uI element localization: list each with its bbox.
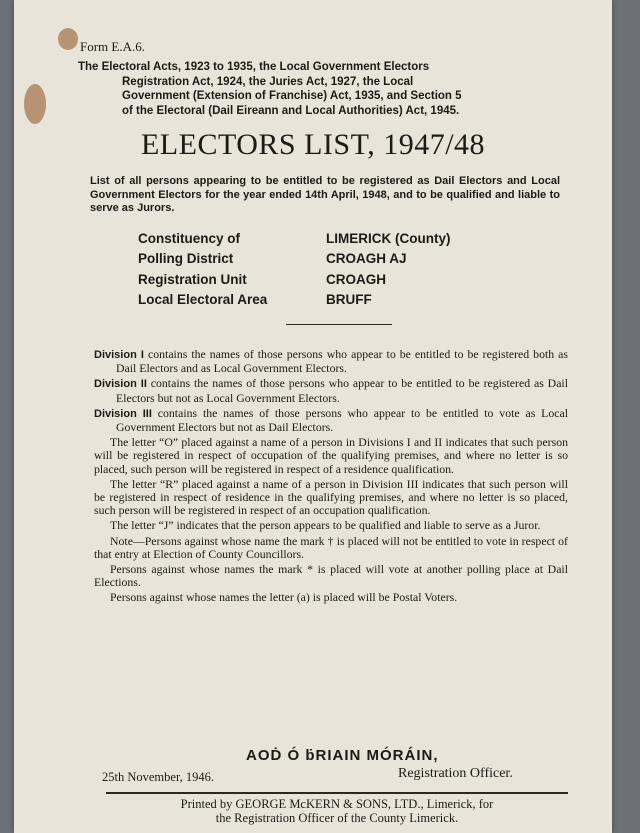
- division-text: contains the names of those persons who appear to be entitled to be registered as Dail Electors but not as Local Government Electors.: [116, 376, 568, 405]
- detail-value: LIMERICK (County): [326, 230, 451, 246]
- detail-label: Polling District: [138, 251, 234, 267]
- printer-credit: [106, 797, 568, 825]
- acts-line: of the Electoral (Dail Eireann and Local Authorities) Act, 1945.: [122, 104, 460, 117]
- detail-value: CROAGH AJ: [326, 251, 407, 267]
- acts-line: Government (Extension of Franchise) Act, 1935, and Section 5: [122, 90, 462, 102]
- note-paragraph: The letter “R” placed against a name of a person in Division III indicates that such person will be registered in respect of residence in the qualifying premises, and where no letter is so placed, such person will be registered in respect of an occupation qualification.: [94, 476, 568, 518]
- detail-label: Local Electoral Area: [138, 292, 268, 308]
- division-heading: Division II: [94, 378, 147, 391]
- division-note: [94, 348, 568, 375]
- note-paragraph: Persons against whose names the letter (a) is placed will be Postal Voters.: [110, 590, 458, 605]
- detail-value: BRUFF: [326, 292, 372, 308]
- note-paragraph: The letter “O” placed against a name of a person in Divisions I and II indicates that such person will be registered in respect of occupation of the qualifying premises, and where no letter is so placed, such person will be registered in respect of a residence qualification.: [94, 435, 568, 476]
- officer-signature: AOḊ Ó ḃRIAIN MÓRÁIN,: [246, 747, 439, 764]
- divider: [286, 324, 392, 325]
- division-heading: Division I: [94, 349, 144, 361]
- division-text: contains the names of those persons who appear to be entitled to vote as Local Government Electors but not as Dail Electors.: [116, 405, 568, 435]
- detail-row: [138, 269, 450, 290]
- footer-divider: [106, 792, 568, 794]
- detail-value: CROAGH: [326, 271, 386, 287]
- printer-line: the Registration Officer of the County Limerick.: [215, 811, 459, 825]
- document-sheet: [14, 0, 612, 833]
- acts-line: The Electoral Acts, 1923 to 1935, the Local Government Electors: [78, 61, 430, 73]
- acts-heading: [78, 60, 578, 118]
- intro-text: List of all persons appearing to be entitled to be registered as Dail Electors and Local Government Electors for the year ended 14th April, 1948, and to be qualified and liable to serve as Jurors.: [90, 175, 560, 214]
- details-table: [138, 228, 450, 310]
- printer-line: Printed by GEORGE McKERN & SONS, LTD., Limerick, for: [180, 797, 494, 811]
- detail-label: Constituency of: [138, 230, 241, 246]
- acts-line: Registration Act, 1924, the Juries Act, 1927, the Local: [122, 75, 414, 88]
- detail-row: [138, 249, 450, 270]
- detail-row: [138, 228, 450, 249]
- form-reference: Form E.A.6.: [80, 39, 145, 54]
- division-text: contains the names of those persons who appear to be entitled to be registered both as Dail Electors and as Local Government Electors.: [116, 347, 568, 376]
- rust-stain: [58, 28, 78, 50]
- detail-row: [138, 290, 450, 311]
- note-paragraph: Persons against whose names the mark * is placed will vote at another polling place at Dail Elections.: [94, 562, 568, 590]
- officer-title: Registration Officer.: [398, 766, 513, 781]
- note-paragraph: Note—Persons against whose name the mark † is placed will not be entitled to vote in respect of that entry at Election of County Councillors.: [94, 533, 568, 561]
- division-note: [94, 407, 568, 434]
- note-paragraph: The letter “J” indicates that the person appears to be qualified and liable to serve as a Juror.: [110, 518, 541, 533]
- division-note: [94, 377, 568, 404]
- issue-date: 25th November, 1946.: [102, 770, 214, 784]
- detail-label: Registration Unit: [138, 271, 247, 287]
- page-title: ELECTORS LIST, 1947/48: [140, 128, 486, 161]
- rust-stain: [24, 84, 46, 124]
- explanatory-notes: [94, 348, 568, 607]
- division-heading: Division III: [94, 407, 152, 420]
